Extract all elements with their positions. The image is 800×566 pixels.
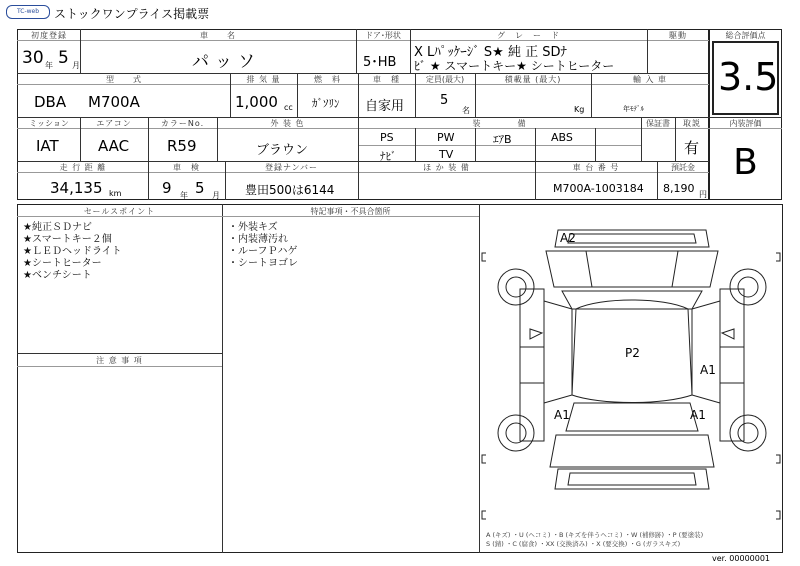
capacity-header: 定員(最大) [425,75,465,84]
mileage: 34,135 [50,179,103,197]
import-note: 年ﾓﾃﾞﾙ [623,105,644,113]
notes-header: 注 意 事 項 [96,356,143,365]
manual-header: 取説 [683,119,701,128]
capacity: 5 [440,93,449,108]
load-header: 積載量 (最大) [504,75,562,84]
damage-mark-front: A2 [560,231,576,245]
grade-header: グ レ ー ド [497,31,560,40]
inspection-month-unit: 月 [212,191,220,200]
car-name: パッソ [192,52,261,72]
car-damage-diagram [480,205,782,552]
total-score-header: 総合評価点 [725,31,766,40]
model-header: 型 式 [106,75,142,84]
inspection-year: 9 [162,179,172,197]
import-header: 輸 入 車 [632,75,668,84]
legend-line-1: A (キズ) ・U (ヘコミ) ・B (キズを伴うヘコミ) ・W (補修跡) ・P (要塗装) [486,531,704,539]
sales-point-item: ★ＬＥＤヘッドライト [23,246,122,257]
fuel: ｶﾞｿﾘﾝ [312,97,340,110]
first-reg-year: 30 [22,48,44,68]
displacement-header: 排 気 量 [246,75,281,84]
special-note-item: ・ルーフＰハゲ [228,246,298,257]
model-code: M700A [88,93,140,111]
sales-points-list [23,222,122,282]
cc-unit: cc [284,103,293,112]
equip-tv: TV [439,148,454,161]
equipment-header: 装 備 [472,119,527,128]
drive-header: 駆動 [669,31,687,40]
manual: 有 [684,139,700,157]
door-shape: 5･HB [363,55,397,70]
damage-mark-right-rear: A1 [690,408,706,422]
sales-point-item: ★シートヒーター [23,258,102,269]
version-label: ver. 00000001 [712,554,771,563]
grade-line-2: ﾋﾞ ★ スマートキー★ シートヒーター [414,59,615,73]
month-unit: 月 [72,61,80,70]
recycle-header: 預託金 [671,163,695,172]
chassis-header: 車 台 番 号 [572,163,620,172]
plate: 豊田500は6144 [245,183,335,197]
logo: TC-web [6,5,50,19]
sales-point-item: ★ベンチシート [23,270,92,281]
door-shape-header: ドア･形状 [365,31,401,40]
inspection-year-unit: 年 [180,191,188,200]
sales-point-item: ★スマートキー２個 [23,234,112,245]
grade-line-1: X Lﾊﾟｯｹｰｼﾞ S★ 純 正 SDﾅ [414,45,567,60]
ext-color-header: 外 装 色 [270,119,305,128]
equip-ps: PS [380,131,394,144]
inspection-month: 5 [195,179,205,197]
damage-mark-right-side: A1 [700,363,716,377]
damage-mark-left-rear: A1 [554,408,570,422]
special-note-item: ・内装薄汚れ [228,234,288,245]
page-title: ストックワンプライス掲載票 [54,7,210,21]
special-notes-list [228,222,298,270]
yen-unit: 円 [699,190,707,199]
sales-point-item: ★純正ＳＤナビ [23,222,92,233]
aircon: AAC [98,137,130,155]
km-unit: km [109,189,122,198]
total-score: 3.5 [718,55,779,99]
first-reg-header: 初度登録 [31,31,67,40]
special-note-item: ・シートヨゴレ [228,258,298,269]
sales-points-header: セールスポイント [83,207,156,216]
type-header: 車 種 [373,75,400,84]
special-notes-header: 特記事項・不具合箇所 [310,207,391,216]
displacement: 1,000 [235,93,278,111]
legend-line-2: S (錆) ・C (腐食) ・XX (交換済み) ・X (要交換) ・G (ガラスキズ) [486,540,681,548]
car-name-header: 車 名 [200,31,236,40]
model-prefix: DBA [34,93,67,111]
other-equip-header: ほ か 装 備 [423,163,470,172]
warranty-header: 保証書 [646,119,670,128]
mission: IAT [36,137,59,155]
mission-header: ミッション [29,119,69,128]
first-reg-month: 5 [58,48,69,68]
recycle-deposit: 8,190 [663,182,695,195]
color-no: R59 [167,137,197,155]
equip-pw: PW [437,131,455,144]
ext-color: ブラウン [256,143,309,158]
special-note-item: ・外装キズ [228,222,278,233]
vehicle-type: 自家用 [365,99,405,114]
interior-score-header: 内装評価 [729,119,762,128]
capacity-unit: 名 [462,106,470,115]
aircon-header: エアコン [96,119,132,128]
year-unit: 年 [45,61,53,70]
equip-abs: ABS [551,131,573,144]
chassis-number: M700A-1003184 [553,182,644,195]
interior-score: B [733,142,758,183]
equip-airbag: ｴｱB [493,133,512,146]
equip-navi: ﾅﾋﾞ [380,150,397,163]
color-no-header: カラーNo. [160,119,205,128]
plate-header: 登録ナンバー [264,163,319,172]
mileage-header: 走 行 距 離 [59,163,107,172]
inspection-header: 車 検 [173,163,200,172]
fuel-header: 燃 料 [314,75,341,84]
load-unit: Kg [574,105,585,114]
damage-mark-roof: P2 [625,346,640,360]
